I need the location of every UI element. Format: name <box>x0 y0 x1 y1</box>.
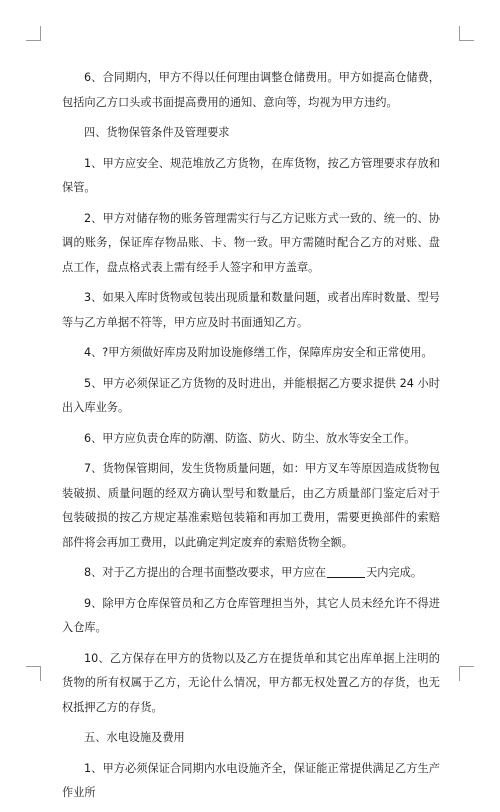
paragraph-clause-6-storage-fee: 6、合同期内，甲方不得以任何理由调整仓储费用。甲方如提高仓储费，包括向乙方口头或书面提高费用的通知、意向等，均视为甲方违约。 <box>62 71 440 109</box>
paragraph-clause-4-maintenance: 4、?甲方须做好库房及附加设施修缮工作，保障库房安全和正常使用。 <box>84 346 433 359</box>
paragraph-clause-3-inbound-issues: 3、如果入库时货物或包装出现质量和数量问题，或者出库时数量、型号等与乙方单据不符等，甲方应及时书面通知乙方。 <box>62 291 440 329</box>
document-body <box>62 66 440 812</box>
section-heading-storage-conditions: 四、货物保管条件及管理要求 <box>84 126 230 139</box>
paragraph-clause-8-rectification <box>62 561 440 586</box>
paragraph-clause-10-ownership: 10、乙方保存在甲方的货物以及乙方在提货单和其它出库单据上注明的货物的所有权属于乙方，无论什么情况，甲方都无权处置乙方的存货，也无权抵押乙方的存货。 <box>62 651 440 714</box>
paragraph-utilities-clause-1: 1、甲方必须保证合同期内水电设施齐全，保证能正常提供满足乙方生产作业所 <box>62 761 440 799</box>
crop-mark-top-left <box>26 26 41 41</box>
paragraph-clause-5-timely-inout: 5、甲方必须保证乙方货物的及时进出，并能根据乙方要求提供 24 小时出入库业务。 <box>62 376 440 414</box>
crop-mark-bottom-right <box>459 666 474 681</box>
fill-in-blank <box>327 565 365 578</box>
crop-mark-top-right <box>459 26 474 41</box>
paragraph-clause-6-safety: 6、甲方应负责仓库的防潮、防盗、防火、防尘、放水等安全工作。 <box>84 431 416 445</box>
clause-8-text-after: 天内完成。 <box>366 566 423 579</box>
section-heading-utilities: 五、水电设施及费用 <box>84 731 185 744</box>
paragraph-clause-7-quality-issues: 7、货物保管期间，发生货物质量问题，如：甲方叉车等原因造成货物包装破损、质量问题的经双方确认型号和数量后，由乙方质量部门鉴定后对于包装破损的按乙方规定基准索赔包装箱和再加工费用，需要更换部件的索赔部件将会再加工费用，以此确定判定废弃的索赔货物全额。 <box>62 462 440 549</box>
crop-mark-bottom-left <box>26 666 41 681</box>
clause-8-text-before: 8、对于乙方提出的合理书面整改要求，甲方应在 <box>84 566 327 579</box>
paragraph-clause-2-accounting: 2、甲方对储存物的账务管理需实行与乙方记账方式一致的、统一的、协调的账务，保证库存物品账、卡、物一致。甲方需随时配合乙方的对账、盘点工作，盘点格式表上需有经手人签字和甲方盖章。 <box>62 211 440 274</box>
paragraph-clause-9-access: 9、除甲方仓库保管员和乙方仓库管理担当外，其它人员未经允许不得进入仓库。 <box>62 596 440 634</box>
paragraph-clause-1-stacking: 1、甲方应安全、规范堆放乙方货物，在库货物，按乙方管理要求存放和保管。 <box>62 156 440 194</box>
